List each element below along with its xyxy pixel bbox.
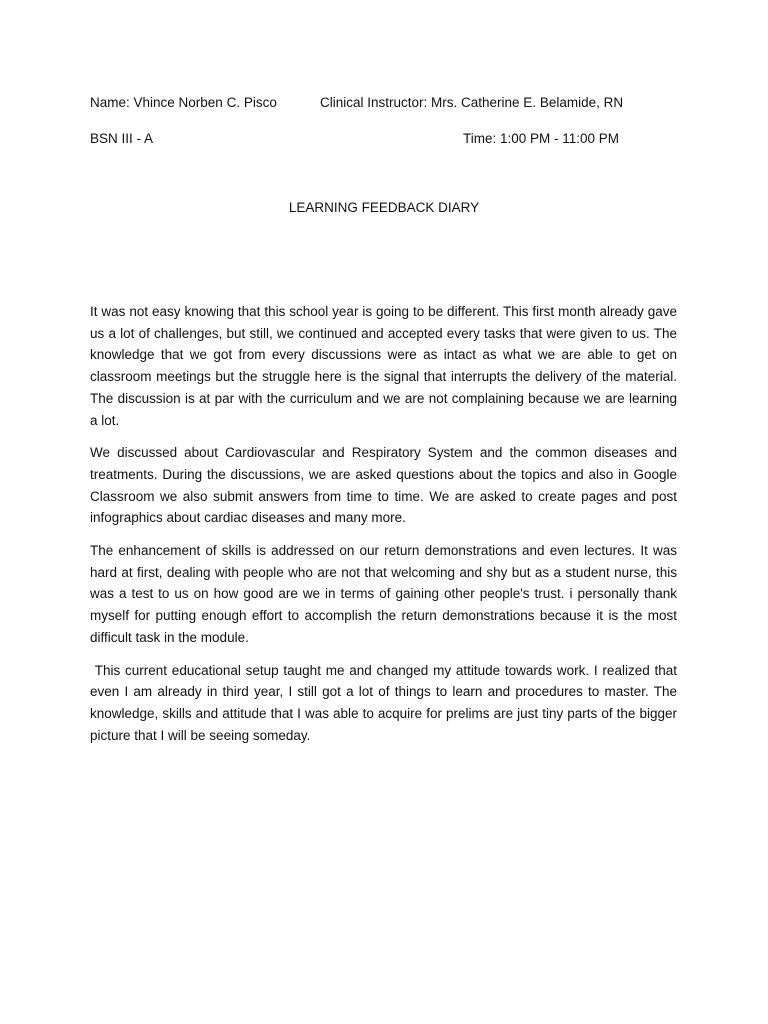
document-body bbox=[90, 301, 677, 757]
paragraph: We discussed about Cardiovascular and Respiratory System and the common diseases and treatments. During the discussions, we are asked questions about the topics and also in Google Classroom we also submit answers from time to time. We are asked to create pages and post infographics about cardiac diseases and many more. bbox=[90, 445, 677, 526]
document-title: LEARNING FEEDBACK DIARY bbox=[288, 200, 480, 215]
paragraph: This current educational setup taught me and changed my attitude towards work. I realized that even I am already in third year, I still got a lot of things to learn and procedures to master. The knowledge, skills and attitude that I was able to acquire for prelims are just tiny parts of the bigger picture that I will be seeing someday. bbox=[90, 662, 677, 743]
section-label: BSN III - A bbox=[90, 131, 154, 146]
student-name: Name: Vhince Norben C. Pisco bbox=[90, 95, 277, 110]
paragraph: The enhancement of skills is addressed on our return demonstrations and even lectures. It was hard at first, dealing with people who are not that welcoming and shy but as a student nurse, this was a test to us on how good are we in terms of gaining other people's trust. i personally thank myself for putting enough effort to accomplish the return demonstrations because it is the most difficult task in the module. bbox=[90, 543, 677, 645]
paragraph: It was not easy knowing that this school year is going to be different. This first month already gave us a lot of challenges, but still, we continued and accepted every tasks that were given to us. The knowledge that we got from every discussions were as intact as what we are able to get on classroom meetings but the struggle here is the signal that interrupts the delivery of the material. The discussion is at par with the curriculum and we are not complaining because we are learning a lot. bbox=[90, 304, 677, 428]
clinical-instructor: Clinical Instructor: Mrs. Catherine E. Belamide, RN bbox=[320, 95, 624, 110]
time-label: Time: 1:00 PM - 11:00 PM bbox=[463, 131, 620, 146]
